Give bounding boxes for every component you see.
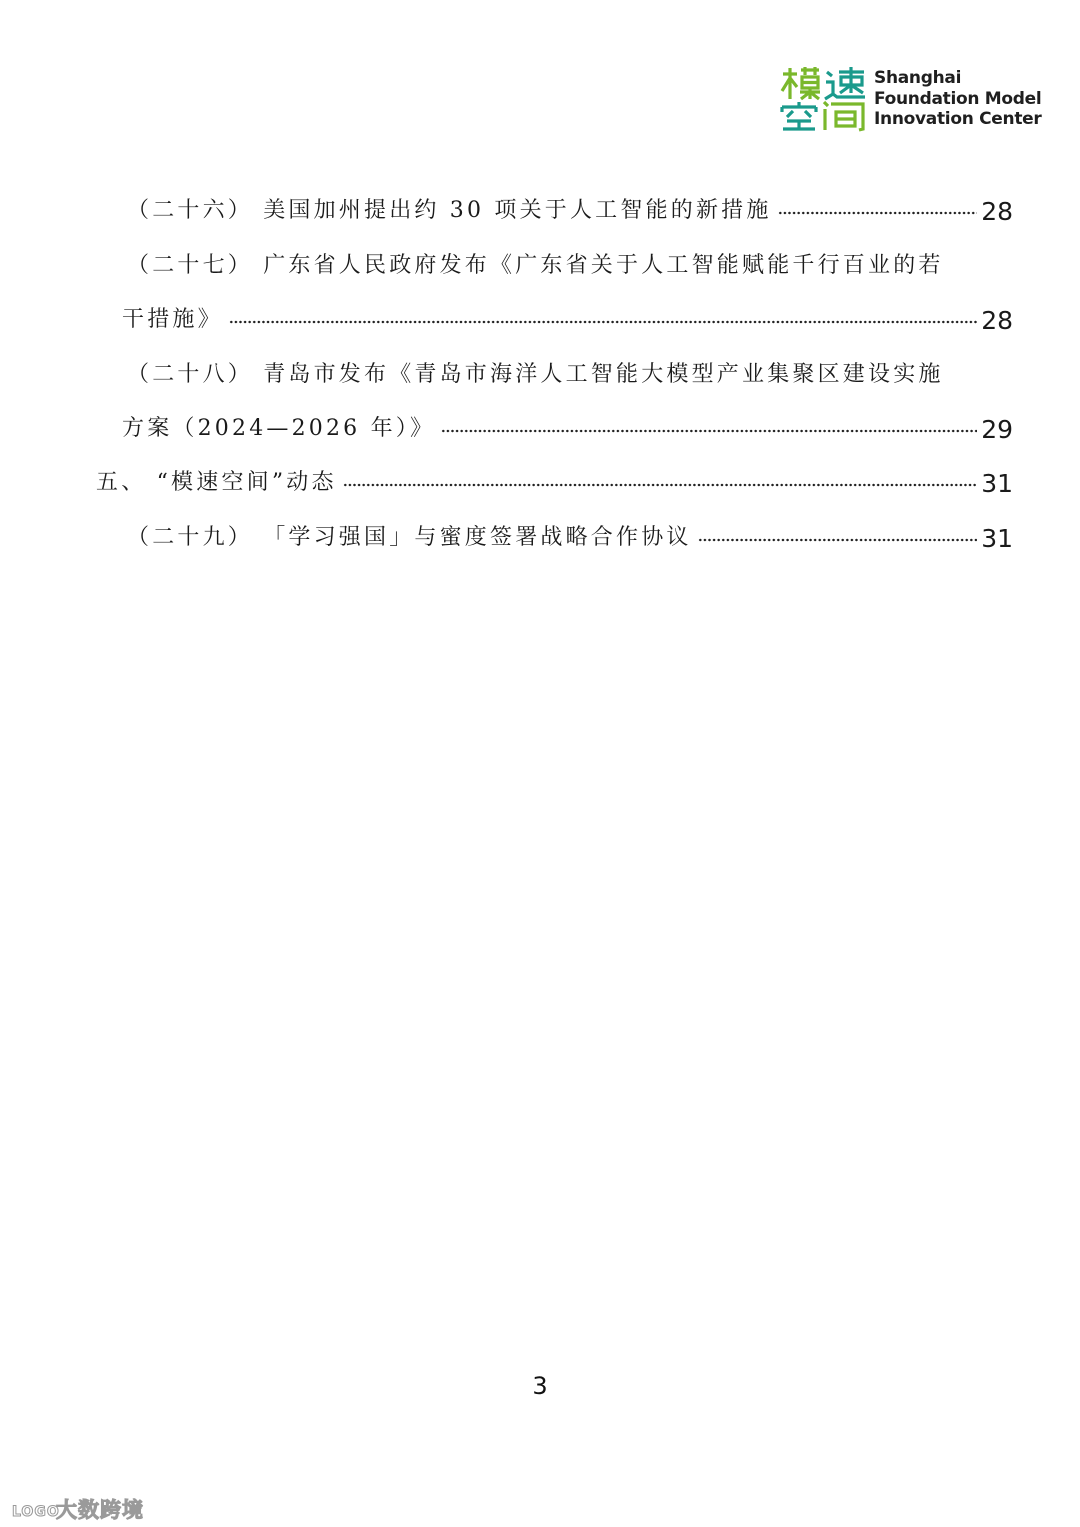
toc-page-number: 31 xyxy=(981,524,1013,553)
toc-entry-label: （二十九） 「学习强国」与蜜度签署战略合作协议 xyxy=(127,525,692,550)
toc-page-number: 28 xyxy=(981,306,1013,335)
logo-line-1: Shanghai xyxy=(874,68,962,88)
watermark-logo-text: LOGO xyxy=(12,1504,60,1520)
watermark-text: 大数跨境 xyxy=(56,1498,144,1522)
toc-entry-continuation[interactable] xyxy=(122,408,1013,442)
toc-entry-label-continuation: 方案（2024—2026 年）》 xyxy=(122,416,436,441)
toc-entry-label: 五、 “模速空间”动态 xyxy=(96,470,337,495)
toc-page-number: 31 xyxy=(981,469,1013,498)
toc-entry[interactable] xyxy=(127,245,944,279)
watermark-logo-icon xyxy=(10,1496,60,1522)
dot-leader xyxy=(441,427,977,435)
toc-entry[interactable] xyxy=(127,190,1013,224)
watermark xyxy=(10,1493,144,1525)
toc-entry-label-continuation: 干措施》 xyxy=(122,307,223,332)
page-number: 3 xyxy=(532,1372,548,1400)
toc-entry[interactable] xyxy=(127,517,1013,551)
dot-leader xyxy=(698,536,978,544)
logo-line-2: Foundation Model xyxy=(874,88,1042,109)
toc-entry-label: （二十七） 广东省人民政府发布《广东省关于人工智能赋能千行百业的若 xyxy=(127,253,944,278)
logo-mark-icon xyxy=(779,66,867,132)
toc-section-entry[interactable] xyxy=(96,462,1013,496)
logo-line-3: Innovation Center xyxy=(874,109,1042,129)
logo-wordmark xyxy=(874,68,1041,130)
dot-leader xyxy=(229,318,977,326)
toc-page-number: 28 xyxy=(981,197,1013,226)
dot-leader xyxy=(343,481,977,489)
header-logo xyxy=(779,66,1042,132)
toc-entry-label: （二十六） 美国加州提出约 30 项关于人工智能的新措施 xyxy=(127,198,772,223)
toc-entry-label: （二十八） 青岛市发布《青岛市海洋人工智能大模型产业集聚区建设实施 xyxy=(127,362,944,387)
dot-leader xyxy=(778,209,978,217)
toc-entry-continuation[interactable] xyxy=(122,299,1013,333)
toc-page-number: 29 xyxy=(981,415,1013,444)
toc-entry[interactable] xyxy=(127,354,944,388)
